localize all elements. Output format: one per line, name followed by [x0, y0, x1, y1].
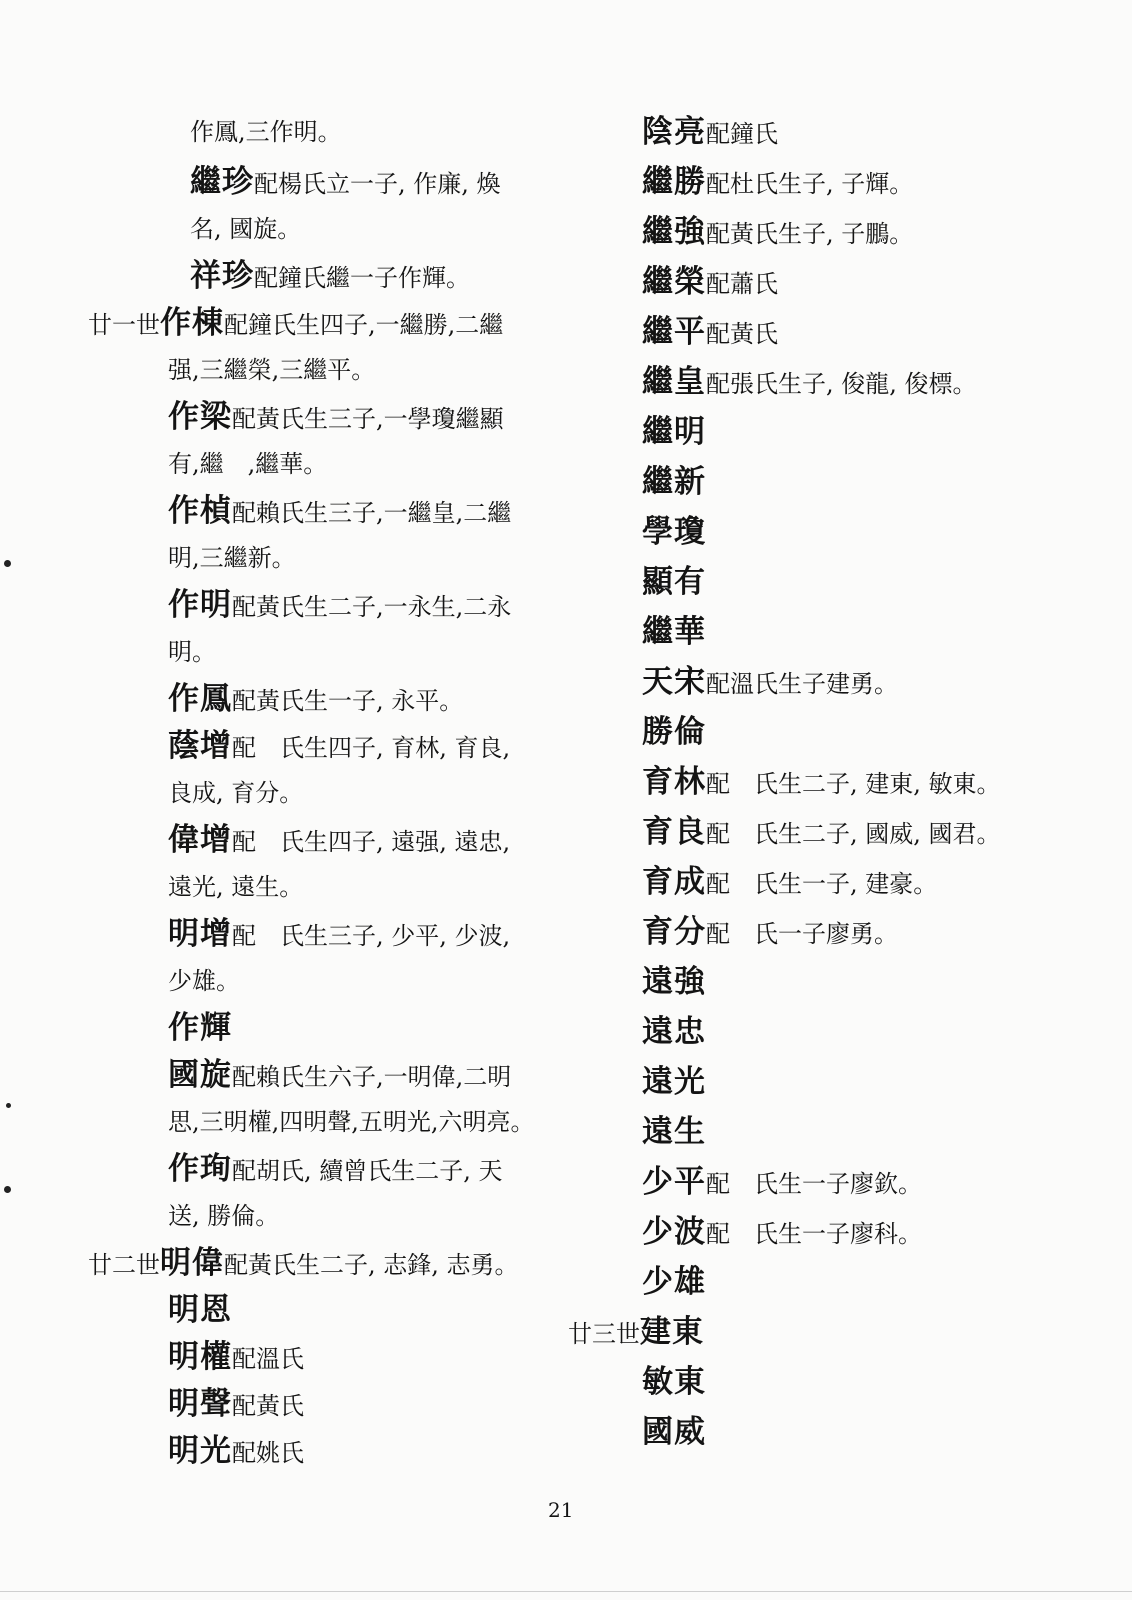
entry-text: 配黃氏生三子,一學瓊繼顯 [232, 405, 504, 433]
entry-text: 思,三明權,四明聲,五明光,六明亮。 [168, 1108, 535, 1136]
genealogy-line [642, 1262, 706, 1302]
person-name: 勝倫 [642, 714, 706, 750]
entry-text: 配 氏生二子, 建東, 敏東。 [706, 770, 1001, 798]
genealogy-line [642, 1062, 706, 1102]
genealogy-line [168, 726, 510, 766]
generation-label: 廿三世 [568, 1320, 640, 1348]
genealogy-line [168, 1431, 304, 1471]
genealogy-line [168, 1196, 279, 1236]
entry-text: 配杜氏生子, 子輝。 [706, 170, 914, 198]
entry-text: 配楊氏立一子, 作廉, 煥 [254, 170, 501, 198]
genealogy-line [642, 362, 977, 402]
genealogy-line [642, 912, 898, 952]
entry-text: 配賴氏生三子,一繼皇,二繼 [232, 499, 512, 527]
genealogy-line [642, 712, 706, 752]
entry-text: 遠光, 遠生。 [168, 873, 304, 901]
genealogy-line [642, 412, 706, 452]
entry-text: 配溫氏 [232, 1345, 304, 1373]
entry-text: 配鐘氏 [706, 120, 778, 148]
person-name: 偉增 [168, 822, 232, 858]
genealogy-line [168, 491, 511, 531]
person-name: 少平 [642, 1164, 706, 1200]
genealogy-line [168, 444, 327, 484]
genealogy-line [168, 350, 375, 390]
genealogy-line [190, 209, 301, 249]
entry-text: 配胡氏, 續曾氏生二子, 天 [232, 1157, 503, 1185]
person-name: 國旋 [168, 1057, 232, 1093]
genealogy-line [642, 1212, 922, 1252]
person-name: 育成 [642, 864, 706, 900]
entry-text: 配 氏生三子, 少平, 少波, [232, 922, 511, 950]
genealogy-line [88, 303, 503, 343]
entry-text: 明。 [168, 638, 216, 666]
genealogy-line [642, 262, 778, 302]
genealogy-line [168, 1290, 232, 1330]
person-name: 少波 [642, 1214, 706, 1250]
genealogy-line [168, 1384, 304, 1424]
entry-text: 作鳳,三作明。 [190, 118, 342, 146]
binding-mark [6, 1103, 11, 1108]
entry-text: 强,三繼榮,三繼平。 [168, 356, 376, 384]
genealogy-line [190, 162, 501, 202]
person-name: 繼平 [642, 314, 706, 350]
genealogy-line [642, 1362, 706, 1402]
person-name: 遠忠 [642, 1014, 706, 1050]
entry-text: 配姚氏 [232, 1439, 304, 1467]
person-name: 繼榮 [642, 264, 706, 300]
binding-mark [4, 1186, 11, 1193]
entry-text: 配鐘氏繼一子作輝。 [254, 264, 470, 292]
bottom-edge [0, 1591, 1132, 1592]
person-name: 育分 [642, 914, 706, 950]
person-name: 陰亮 [642, 114, 706, 150]
genealogy-line [642, 312, 778, 352]
genealogy-line [642, 612, 706, 652]
genealogy-line [642, 862, 937, 902]
genealogy-line [168, 961, 240, 1001]
genealogy-line [168, 679, 463, 719]
person-name: 遠生 [642, 1114, 706, 1150]
person-name: 繼珍 [190, 164, 254, 200]
person-name: 敏東 [642, 1364, 706, 1400]
genealogy-line [190, 256, 470, 296]
genealogy-line [642, 662, 898, 702]
person-name: 育林 [642, 764, 706, 800]
entry-text: 配賴氏生六子,一明偉,二明 [232, 1063, 512, 1091]
person-name: 繼明 [642, 414, 706, 450]
genealogy-line [168, 867, 303, 907]
entry-text: 名, 國旋。 [190, 215, 302, 243]
person-name: 作鳳 [168, 681, 232, 717]
genealogy-line [642, 762, 1001, 802]
genealogy-line [168, 1008, 232, 1048]
person-name: 建東 [640, 1314, 704, 1350]
entry-text: 送, 勝倫。 [168, 1202, 280, 1230]
person-name: 作棟 [160, 305, 224, 341]
genealogy-line [168, 1337, 304, 1377]
genealogy-line [642, 1112, 706, 1152]
genealogy-line [168, 773, 303, 813]
person-name: 祥珍 [190, 258, 254, 294]
person-name: 少雄 [642, 1264, 706, 1300]
genealogy-line [190, 112, 342, 152]
person-name: 明聲 [168, 1386, 232, 1422]
genealogy-line [642, 1162, 922, 1202]
genealogy-line [168, 538, 296, 578]
person-name: 作輝 [168, 1010, 232, 1046]
genealogy-line [642, 212, 913, 252]
genealogy-line [642, 562, 706, 602]
person-name: 繼強 [642, 214, 706, 250]
entry-text: 配蕭氏 [706, 270, 778, 298]
person-name: 顯有 [642, 564, 706, 600]
genealogy-line [568, 1312, 704, 1352]
person-name: 繼華 [642, 614, 706, 650]
entry-text: 配黃氏 [232, 1392, 304, 1420]
person-name: 明偉 [160, 1245, 224, 1281]
person-name: 作珣 [168, 1151, 232, 1187]
genealogy-line [642, 512, 706, 552]
genealogy-line [168, 1055, 511, 1095]
genealogy-line [168, 632, 216, 672]
person-name: 明增 [168, 916, 232, 952]
person-name: 天宋 [642, 664, 706, 700]
entry-text: 配張氏生子, 俊龍, 俊標。 [706, 370, 977, 398]
entry-text: 明,三繼新。 [168, 544, 296, 572]
genealogy-line [168, 820, 510, 860]
person-name: 蔭增 [168, 728, 232, 764]
genealogy-line [642, 962, 706, 1002]
genealogy-line [168, 914, 510, 954]
entry-text: 配鐘氏生四子,一繼勝,二繼 [224, 311, 504, 339]
entry-text: 配 氏生二子, 國威, 國君。 [706, 820, 1001, 848]
genealogy-line [642, 812, 1001, 852]
person-name: 遠強 [642, 964, 706, 1000]
person-name: 學瓊 [642, 514, 706, 550]
genealogy-line [642, 1412, 706, 1452]
entry-text: 少雄。 [168, 967, 240, 995]
genealogy-line [88, 1243, 519, 1283]
person-name: 繼新 [642, 464, 706, 500]
entry-text: 良成, 育分。 [168, 779, 304, 807]
entry-text: 配 氏生四子, 遠强, 遠忠, [232, 828, 511, 856]
person-name: 遠光 [642, 1064, 706, 1100]
person-name: 育良 [642, 814, 706, 850]
person-name: 明恩 [168, 1292, 232, 1328]
person-name: 作楨 [168, 493, 232, 529]
person-name: 作明 [168, 587, 232, 623]
entry-text: 配黃氏 [706, 320, 778, 348]
entry-text: 配黃氏生二子, 志鋒, 志勇。 [224, 1251, 519, 1279]
generation-label: 廿一世 [88, 311, 160, 339]
entry-text: 配 氏生四子, 育林, 育良, [232, 734, 511, 762]
generation-label: 廿二世 [88, 1251, 160, 1279]
entry-text: 配 氏生一子, 建豪。 [706, 870, 938, 898]
person-name: 作梁 [168, 399, 232, 435]
genealogy-line [168, 397, 504, 437]
person-name: 國威 [642, 1414, 706, 1450]
binding-mark [4, 560, 11, 567]
entry-text: 配 氏生一子廖科。 [706, 1220, 922, 1248]
genealogy-line [168, 1102, 535, 1142]
person-name: 明光 [168, 1433, 232, 1469]
genealogy-line [642, 1012, 706, 1052]
person-name: 繼勝 [642, 164, 706, 200]
person-name: 繼皇 [642, 364, 706, 400]
entry-text: 配黃氏生子, 子鵬。 [706, 220, 914, 248]
genealogy-line [642, 112, 778, 152]
genealogy-line [168, 585, 511, 625]
entry-text: 配黃氏生一子, 永平。 [232, 687, 464, 715]
person-name: 明權 [168, 1339, 232, 1375]
entry-text: 配溫氏生子建勇。 [706, 670, 898, 698]
page-number: 21 [548, 1498, 574, 1522]
genealogy-line [168, 1149, 503, 1189]
genealogy-line [642, 162, 913, 202]
entry-text: 配 氏生一子廖欽。 [706, 1170, 922, 1198]
entry-text: 配黃氏生二子,一永生,二永 [232, 593, 512, 621]
entry-text: 配 氏一子廖勇。 [706, 920, 898, 948]
entry-text: 有,繼 ,繼華。 [168, 450, 328, 478]
genealogy-line [642, 462, 706, 502]
